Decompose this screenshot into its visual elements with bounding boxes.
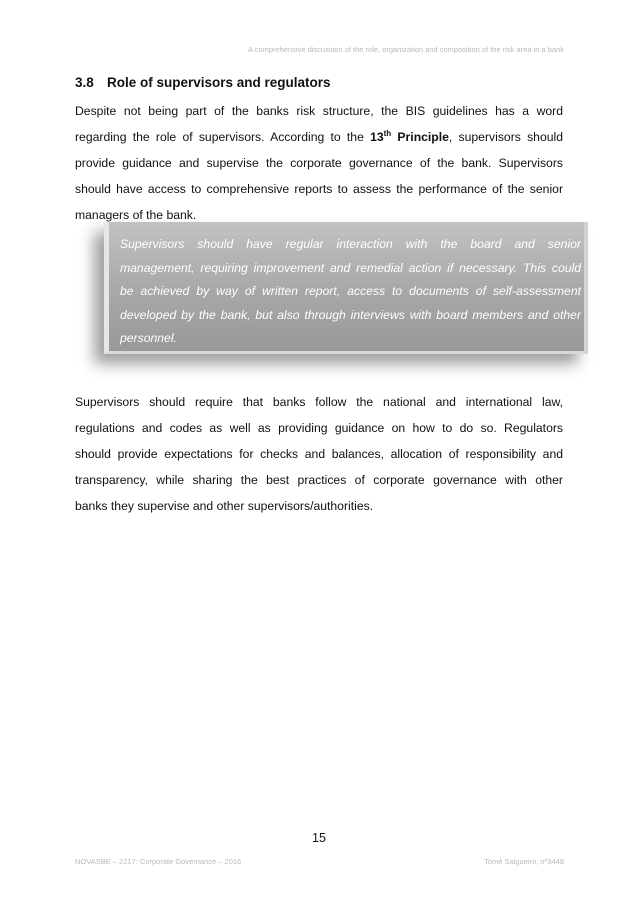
quote-line: personnel. (120, 331, 177, 345)
paragraph-line: managers of the bank. (75, 208, 197, 222)
paragraph-line: banks they supervise and other supervisors/authorities. (75, 499, 374, 513)
paragraph-line (75, 124, 563, 150)
quote-line: management, requiring improvement and remedial action if necessary. This could (120, 260, 581, 275)
section-title: Role of supervisors and regulators (107, 75, 331, 90)
quote-line: Supervisors should have regular interaction with the board and senior (120, 237, 581, 251)
principle-word: Principle (391, 130, 449, 144)
paragraph-line: should provide expectations for checks and balances, allocation of responsibility and (75, 447, 563, 461)
paragraph-line: Supervisors should require that banks follow the national and international law, (75, 395, 563, 409)
running-header: A comprehensive discussion of the role, organization and composition of the risk area in a bank (247, 45, 564, 54)
paragraph-line: Despite not being part of the banks risk structure, the BIS guidelines has a word (75, 104, 563, 118)
paragraph-line: provide guidance and supervise the corporate governance of the bank. Supervisors (75, 156, 563, 170)
principle-reference (370, 130, 449, 144)
paragraph-supervisor-requirements (75, 389, 563, 519)
section-heading (75, 75, 331, 90)
paragraph-line: transparency, while sharing the best practices of corporate governance with other (75, 473, 563, 487)
paragraph-supervisors-role (75, 98, 563, 228)
quote-text (120, 233, 581, 351)
quote-line: be achieved by way of written report, access to documents of self-assessment (120, 284, 581, 298)
text-run: , supervisors should (448, 130, 563, 144)
paragraph-line: should have access to comprehensive reports to assess the performance of the senior (75, 182, 563, 196)
text-run: regarding the role of supervisors. According to the (75, 130, 371, 144)
footer-course: NOVASBE – 2217: Corporate Governance – 2016 (75, 857, 242, 866)
footer-author: Tomé Salgueiro, nº3448 (484, 857, 564, 866)
principle-number: 13 (370, 130, 384, 144)
section-number: 3.8 (75, 75, 94, 90)
page-number: 15 (312, 831, 326, 845)
ordinal-suffix: th (383, 128, 392, 138)
paragraph-line: regulations and codes as well as providing guidance on how to do so. Regulators (75, 421, 563, 435)
quote-line: developed by the bank, but also through interviews with board members and other (120, 307, 581, 322)
quote-box (104, 222, 588, 354)
